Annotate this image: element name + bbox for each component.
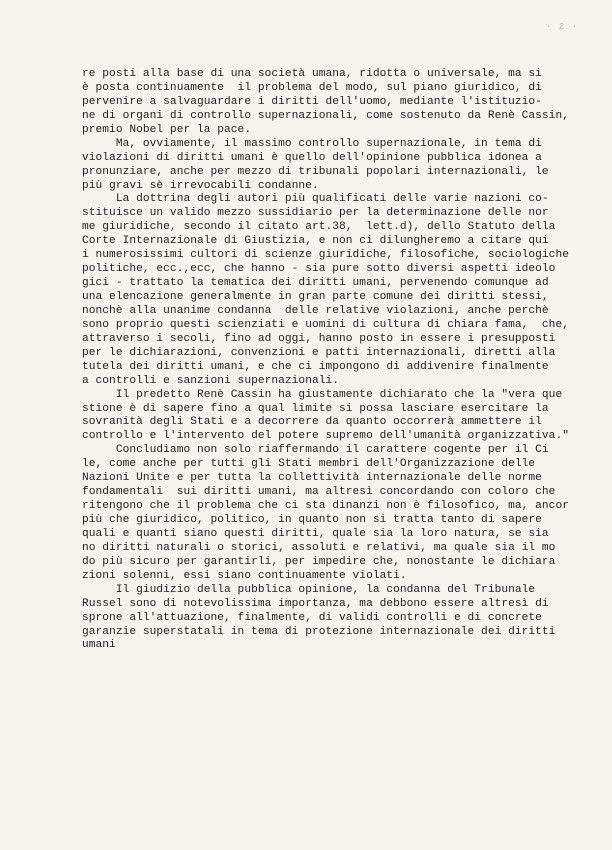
text-line: no diritti naturali o storici, assoluti e relativi, ma quale sia il mo	[82, 541, 556, 554]
text-line: sprone all'attuazione, finalmente, di validi controlli e di concrete	[82, 611, 542, 624]
text-line: Concludiamo non solo riaffermando il carattere cogente per il Ci	[82, 444, 549, 457]
text-line: do più sicuro per garantirli, per impedire che, nonostante le dichiara	[82, 555, 556, 568]
text-line: politiche, ecc.,ecc, che hanno - sia pure sotto diversi aspetti ideolo	[82, 263, 556, 276]
text-line: ne di organi di controllo supernazionali, come sostenuto da Renè Cassin,	[82, 109, 569, 122]
text-line: umani	[82, 639, 116, 652]
text-line: quali e quanti siano questi diritti, quale sia la loro natura, se sia	[82, 527, 549, 540]
text-line: sovranità degli Stati e a decorrere da quanto occorrerà ammettere il	[82, 416, 542, 429]
text-line: Il predetto Renè Cassin ha giustamente dichiarato che la "vera que	[82, 388, 563, 401]
text-line: più gravi sè irrevocabili condanne.	[82, 179, 319, 192]
text-line: premio Nobel per la pace.	[82, 123, 252, 136]
page-number: · 2 ·	[545, 22, 578, 32]
text-line: sono proprio questi scienziati e uomini di cultura di chiara fama, che,	[82, 318, 569, 331]
text-line: pronunziare, anche per mezzo di tribunali popolari internazionali, le	[82, 165, 549, 178]
text-line: Corte Internazionale di Giustizia, e non ci dilungheremo a citare qui	[82, 235, 549, 248]
text-line: ritengono che il problema che ci sta dinanzi non è filosofico, ma, ancor	[82, 500, 569, 513]
text-line: controllo e l'intervento del potere supremo dell'umanità organizzativa."	[82, 430, 569, 443]
text-line: Nazioni Unite e per tutta la collettività internazionale delle norme	[82, 472, 542, 485]
text-line: zioni solenni, essi siano continuamente violati.	[82, 569, 407, 582]
text-line: La dottrina degli autori più qualificati delle varie nazioni co-	[82, 193, 549, 206]
text-line: è posta continuamente il problema del modo, sul piano giuridico, di	[82, 81, 542, 94]
text-line: una elencazione generalmente in gran parte comune dei diritti stessi,	[82, 291, 549, 303]
text-line: i numerosissimi cultori di scienze giuridiche, filosofiche, sociologiche	[82, 249, 569, 262]
text-line: Il giudizio della pubblica opinione, la condanna del Tribunale	[82, 583, 536, 596]
text-line: attraverso i secoli, fino ad oggi, hanno posto in essere i presupposti	[82, 332, 556, 345]
text-line: nonchè alla unanime condanna delle relative violazioni, anche perchè	[82, 304, 549, 317]
text-line: stione è di sapere fino a qual limite si possa lasciare esercitare la	[82, 402, 549, 415]
text-line: gici - trattato la tematica dei diritti umani, pervenendo comunque ad	[82, 277, 549, 290]
text-line: Russel sono di notevolissima importanza, ma debbono essere altresì di	[82, 597, 549, 610]
text-line: garanzie superstatali in tema di protezione internazionale dei diritti	[82, 625, 556, 638]
text-line: più che giuridico, politico, in quanto non si tratta tanto di sapere	[82, 514, 542, 526]
text-line: re posti alla base di una società umana, ridotta o universale, ma si	[82, 68, 542, 80]
text-line: Ma, ovviamente, il massimo controllo supernazionale, in tema di	[82, 137, 542, 150]
text-line: me giuridiche, secondo il citato art.38, lett.d), dello Statuto della	[82, 221, 556, 234]
document-body	[82, 68, 578, 653]
text-line: per le dichiarazioni, convenzioni e patti internazionali, diretti alla	[82, 346, 556, 359]
text-line: a controlli e sanzioni supernazionali.	[82, 374, 340, 387]
text-line: pervenire a salvaguardare i diritti dell'uomo, mediante l'istituzio-	[82, 95, 542, 108]
text-line: le, come anche per tutti gli Stati membri dell'Organizzazione delle	[82, 458, 536, 471]
text-line: violazioni di diritti umani è quello dell'opinione pubblica idonea a	[82, 151, 542, 164]
text-line: fondamentali sui diritti umani, ma altresì concordando con coloro che	[82, 486, 556, 499]
text-line: tutela dei diritti umani, e che ci impongono di addivenire finalmente	[82, 360, 549, 373]
text-line: stituisce un valido mezzo sussidiario per la determinazione delle nor	[82, 207, 549, 220]
